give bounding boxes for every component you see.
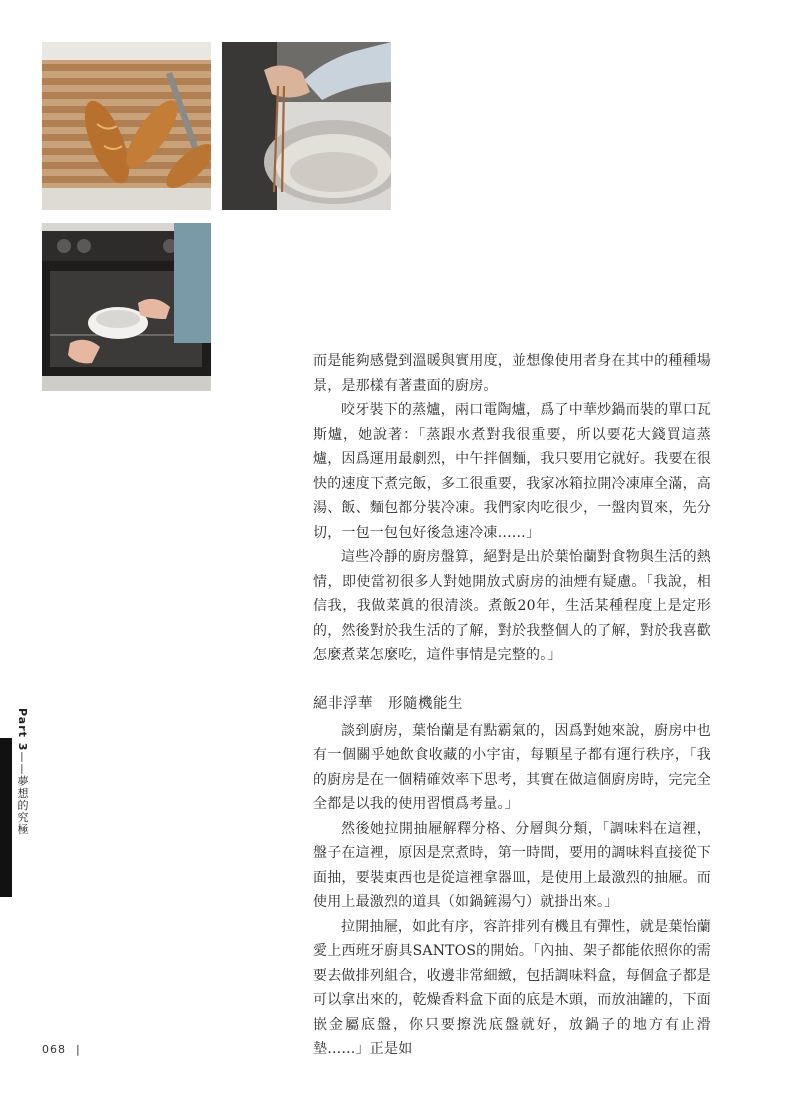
photo-bread-on-board [42, 42, 211, 210]
paragraph-2: 咬牙裝下的蒸爐，兩口電陶爐，爲了中華炒鍋而裝的單口瓦斯爐，她說著：「蒸跟水煮對我很重要，所以要花大錢買這蒸爐，因爲運用最劇烈，中午拌個麵，我只要用它就好。我要在很快的速度下煮完飯，多工很重要，我家冰箱拉開冷凍庫全滿，高湯、飯、麵包都分裝冷凍。我們家肉吃很少，一盤肉買來，先分切，一包一包包好後急速冷凍……」 [313, 402, 711, 541]
page-number [42, 1043, 81, 1056]
section-tab-marker [0, 738, 12, 897]
page-number-value: 068 [42, 1043, 66, 1056]
part-label: Part 3 [16, 708, 29, 752]
section-side-label [14, 708, 30, 835]
photo-steamer-chopsticks [222, 42, 391, 210]
section-heading: 絕非浮華 形隨機能生 [313, 695, 463, 712]
part-title: 夢想的究極 [16, 775, 29, 836]
paragraph-3: 這些冷靜的廚房盤算，絕對是出於葉怡蘭對食物與生活的熱情，即使當初很多人對她開放式廚房的油煙有疑慮。「我說，相信我，我做菜眞的很清淡。煮飯20年，生活某種程度上是定形的，然後對於我生活的了解，對於我整個人的了解，對於我喜歡怎麼煮菜怎麼吃，這件事情是完整的。」 [313, 549, 711, 663]
photo-oven [42, 223, 211, 391]
page-number-separator: | [76, 1043, 81, 1056]
steamer-image [222, 42, 391, 210]
article-body [313, 349, 711, 1062]
bread-board-image [42, 42, 211, 210]
paragraph-5: 然後她拉開抽屜解釋分格、分層與分類，「調味料在這裡，盤子在這裡，原因是烹煮時，第一時間，要用的調味料直接從下面抽，要裝東西也是從這裡拿器皿，是使用上最激烈的抽屜。而使用上最激烈的道具（如鍋鏟湯勺）就掛出來。」 [313, 820, 711, 910]
paragraph-4: 談到廚房，葉怡蘭是有點霸氣的，因爲對她來說，廚房中也有一個關乎她飲食收藏的小宇宙，每顆星子都有運行秩序，「我的廚房是在一個精確效率下思考，其實在做這個廚房時，完完全全都是以我的使用習慣爲考量。」 [313, 722, 711, 812]
oven-image [42, 223, 211, 391]
part-dash: —— [16, 751, 29, 776]
paragraph-1: 而是能夠感覺到溫暖與實用度，並想像使用者身在其中的種種場景，是那樣有著畫面的廚房。 [313, 353, 711, 394]
paragraph-6: 拉開抽屜，如此有序，容許排列有機且有彈性，就是葉怡蘭愛上西班牙廚具SANTOS的開始。「內抽、架子都能依照你的需要去做排列組合，收邊非常細緻，包括調味料盒，每個盒子都是可以拿出來的，乾燥香料盒下面的底是木頭，而放油罐的，下面嵌金屬底盤，你只要擦洗底盤就好，放鍋子的地方有止滑墊……」正是如 [313, 918, 711, 1057]
